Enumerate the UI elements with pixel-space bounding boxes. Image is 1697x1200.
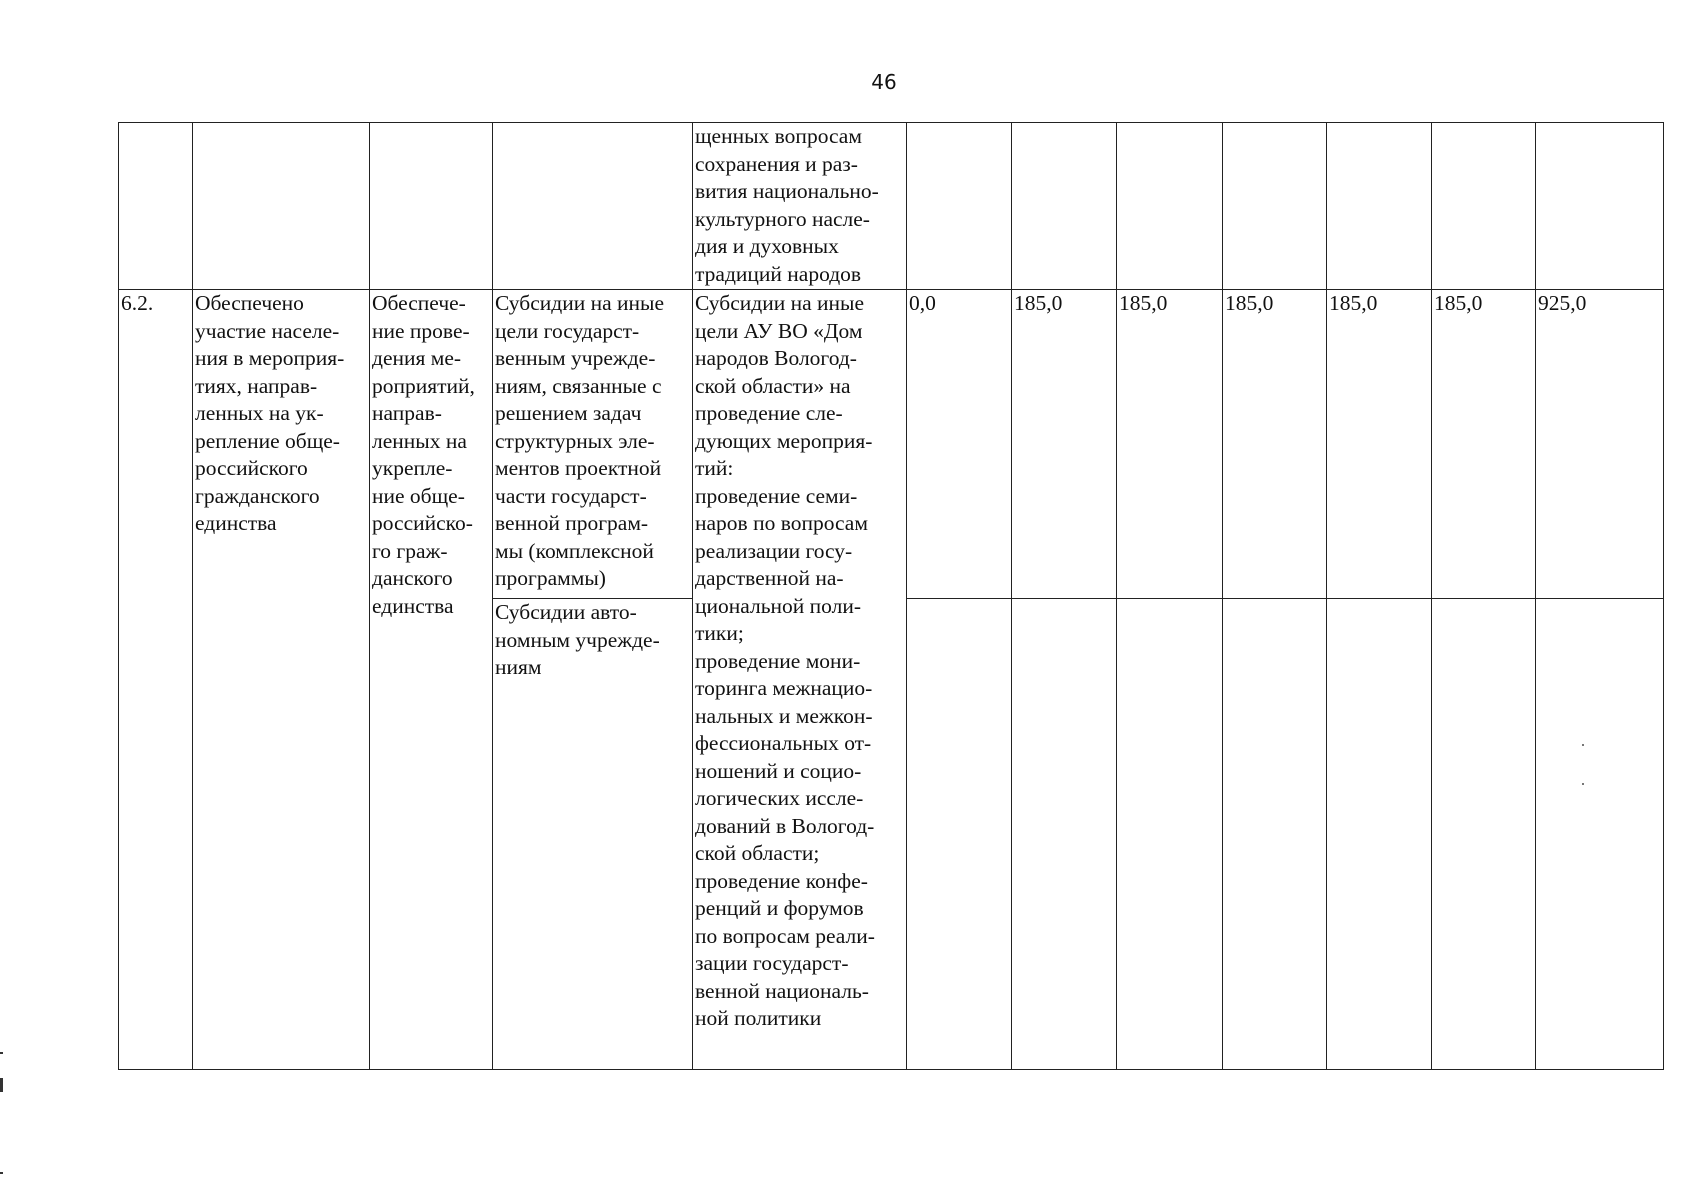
cell-value-cont-7 [1536,123,1664,290]
cell-value-cont-3 [1117,123,1223,290]
cell-value-sub-2 [1012,599,1117,1070]
cell-measure [370,290,493,1070]
cell-result [193,290,370,1070]
cell-funding-cont [493,123,693,290]
cell-recipient-cont [693,123,907,290]
value-7: 925,0 [1538,291,1587,315]
measure-text: Обеспече- ние прове- дения ме- роприятий, направ- ленных на укрепле- ние обще- российско- го граж- данского единства [372,291,475,618]
cell-recipient [693,290,907,1070]
cell-value-cont-2 [1012,123,1117,290]
cell-value-sub-7 [1536,599,1664,1070]
cell-value-2 [1012,290,1117,599]
cell-value-5 [1327,290,1432,599]
scan-edge-mark [0,1172,3,1174]
recipient-continuation-text: щенных вопросам сохранения и раз- вития национально- культурного насле- дия и духовных традиций народов [695,124,879,286]
cell-value-1 [907,290,1012,599]
cell-value-cont-6 [1432,123,1536,290]
cell-row-number [119,290,193,1070]
recipient-text: Субсидии на иные цели АУ ВО «Дом народов Вологод- ской области» на проведение сле- дующих мероприя- тий: проведение семи- наров по вопросам реализации госу- дарственной на- циональной поли- тики; проведение мони- торинга межнацио- нальных и межкон- фессиональных от- ношений и социо- логических иссле- дований в Вологод- ской области; проведение конфе- ренций и форумов по вопросам реали- зации государст- венной националь- ной политики [695,291,875,1030]
cell-value-sub-1 [907,599,1012,1070]
cell-value-7 [1536,290,1664,599]
cell-value-sub-3 [1117,599,1223,1070]
scan-edge-mark [0,1052,3,1054]
cell-value-cont-4 [1223,123,1327,290]
result-text: Обеспечено участие населе- ния в мероприя- тиях, направ- ленных на ук- репление обще- российского гражданского единства [195,291,345,535]
value-3: 185,0 [1119,291,1168,315]
cell-value-6 [1432,290,1536,599]
cell-number-cont [119,123,193,290]
cell-value-cont-5 [1327,123,1432,290]
scan-speck [1582,783,1584,785]
page-number: 46 [871,70,897,94]
scan-edge-mark [0,1078,3,1092]
value-1: 0,0 [909,291,936,315]
budget-table [118,122,1664,1070]
cell-result-cont [193,123,370,290]
funding-type-2-text: Субсидии авто- номным учрежде- ниям [495,600,660,679]
cell-funding-type-1 [493,290,693,599]
scan-speck [1582,744,1584,746]
table-row-continuation [119,123,1664,290]
value-2: 185,0 [1014,291,1063,315]
table-row [119,290,1664,599]
value-4: 185,0 [1225,291,1274,315]
cell-measure-cont [370,123,493,290]
cell-value-sub-5 [1327,599,1432,1070]
value-6: 185,0 [1434,291,1483,315]
funding-type-1-text: Субсидии на иные цели государст- венным учрежде- ниям, связанные с решением задач структурных эле- ментов проектной части государст- венной програм- мы (комплексной программы) [495,291,665,590]
row-number: 6.2. [121,291,154,315]
value-5: 185,0 [1329,291,1378,315]
cell-value-sub-6 [1432,599,1536,1070]
cell-value-3 [1117,290,1223,599]
cell-value-sub-4 [1223,599,1327,1070]
cell-value-4 [1223,290,1327,599]
cell-funding-type-2 [493,599,693,1070]
cell-value-cont-1 [907,123,1012,290]
